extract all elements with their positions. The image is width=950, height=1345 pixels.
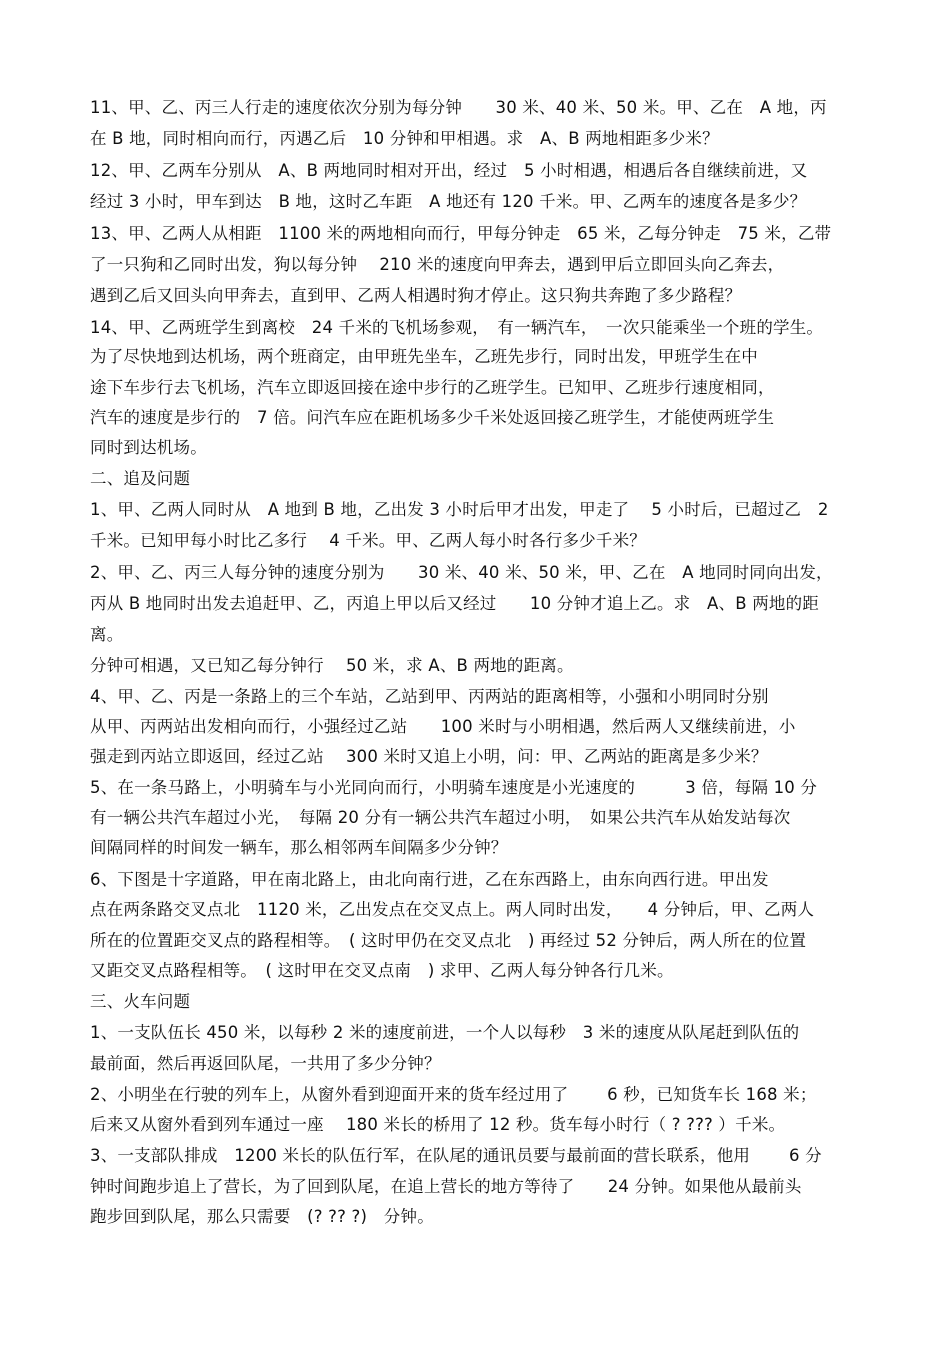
text-line: 点在两条路交叉点北 1120 米，乙出发点在交叉点上。两人同时出发， 4 分钟后，甲、乙两人 — [90, 900, 815, 919]
text-line: 12、甲、乙两车分别从 A、B 两地同时相对开出，经过 5 小时相遇，相遇后各自继续前进，又 — [90, 161, 808, 180]
text-line: 11、甲、乙、丙三人行走的速度依次分别为每分钟 30 米、40 米、50 米。甲、乙在 A 地，丙 — [90, 98, 827, 117]
text-line: 13、甲、乙两人从相距 1100 米的两地相向而行，甲每分钟走 65 米，乙每分钟走 75 米，乙带 — [90, 224, 832, 243]
text-line: 间隔同样的时间发一辆车，那么相邻两车间隔多少分钟？ — [90, 838, 508, 857]
text-line: 1、一支队伍长 450 米，以每秒 2 米的速度前进，一个人以每秒 3 米的速度从队尾赶到队伍的 — [90, 1023, 800, 1042]
text-line: 5、在一条马路上，小明骑车与小光同向而行，小明骑车速度是小光速度的 3 倍，每隔 10 分 — [90, 778, 818, 797]
text-line: 途下车步行去飞机场，汽车立即返回接在途中步行的乙班学生。已知甲、乙班步行速度相同， — [90, 378, 775, 397]
section-heading: 三、火车问题 — [90, 992, 191, 1011]
section-heading: 二、追及问题 — [90, 469, 191, 488]
text-line: 离。 — [90, 625, 124, 644]
text-line: 千米。已知甲每小时比乙多行 4 千米。甲、乙两人每小时各行多少千米？ — [90, 531, 646, 550]
text-line: 2、甲、乙、丙三人每分钟的速度分别为 30 米、40 米、50 米，甲、乙在 A 地同时同向出发， — [90, 563, 833, 582]
text-line: 后来又从窗外看到列车通过一座 180 米长的桥用了 12 秒。货车每小时行（ ? ??? ）千米。 — [90, 1115, 786, 1134]
text-line: 分钟可相遇，又已知乙每分钟行 50 米，求 A、B 两地的距离。 — [90, 656, 574, 675]
text-line: 所在的位置距交叉点的路程相等。 ( 这时甲仍在交叉点北 ) 再经过 52 分钟后，两人所在的位置 — [90, 931, 807, 950]
text-line: 又距交叉点路程相等。 ( 这时甲在交叉点南 ) 求甲、乙两人每分钟各行几米。 — [90, 961, 674, 980]
text-line: 丙从 B 地同时出发去追赶甲、乙，丙追上甲以后又经过 10 分钟才追上乙。求 A、B 两地的距 — [90, 594, 820, 613]
text-line: 最前面，然后再返回队尾，一共用了多少分钟？ — [90, 1054, 441, 1073]
text-line: 了一只狗和乙同时出发，狗以每分钟 210 米的速度向甲奔去，遇到甲后立即回头向乙奔去， — [90, 255, 785, 274]
text-line: 汽车的速度是步行的 7 倍。问汽车应在距机场多少千米处返回接乙班学生，才能使两班学生 — [90, 408, 775, 427]
text-line: 同时到达机场。 — [90, 438, 207, 457]
text-line: 有一辆公共汽车超过小光， 每隔 20 分有一辆公共汽车超过小明， 如果公共汽车从始发站每次 — [90, 808, 791, 827]
text-line: 4、甲、乙、丙是一条路上的三个车站，乙站到甲、丙两站的距离相等，小强和小明同时分别 — [90, 687, 769, 706]
text-line: 钟时间跑步追上了营长，为了回到队尾，在追上营长的地方等待了 24 分钟。如果他从最前头 — [90, 1177, 802, 1196]
text-line: 跑步回到队尾，那么只需要 (? ?? ?) 分钟。 — [90, 1207, 434, 1226]
text-line: 6、下图是十字道路，甲在南北路上，由北向南行进，乙在东西路上，由东向西行进。甲出发 — [90, 870, 769, 889]
text-line: 1、甲、乙两人同时从 A 地到 B 地，乙出发 3 小时后甲才出发，甲走了 5 小时后，已超过乙 2 — [90, 500, 829, 519]
text-line: 14、甲、乙两班学生到离校 24 千米的飞机场参观， 有一辆汽车， 一次只能乘坐一个班的学生。 — [90, 318, 824, 337]
text-line: 为了尽快地到达机场，两个班商定，由甲班先坐车，乙班先步行，同时出发，甲班学生在中 — [90, 347, 758, 366]
text-line: 强走到丙站立即返回，经过乙站 300 米时又追上小明，问：甲、乙两站的距离是多少米？ — [90, 747, 768, 766]
text-line: 从甲、丙两站出发相向而行，小强经过乙站 100 米时与小明相遇，然后两人又继续前进，小 — [90, 717, 796, 736]
text-line: 2、小明坐在行驶的列车上，从窗外看到迎面开来的货车经过用了 6 秒，已知货车长 168 米； — [90, 1085, 817, 1104]
text-line: 在 B 地，同时相向而行，丙遇乙后 10 分钟和甲相遇。求 A、B 两地相距多少米？ — [90, 129, 719, 148]
text-line: 遇到乙后又回头向甲奔去，直到甲、乙两人相遇时狗才停止。这只狗共奔跑了多少路程？ — [90, 286, 742, 305]
text-line: 经过 3 小时，甲车到达 B 地，这时乙车距 A 地还有 120 千米。甲、乙两车的速度各是多少？ — [90, 192, 807, 211]
text-line: 3、一支部队排成 1200 米长的队伍行军，在队尾的通讯员要与最前面的营长联系，他用 6 分 — [90, 1146, 822, 1165]
